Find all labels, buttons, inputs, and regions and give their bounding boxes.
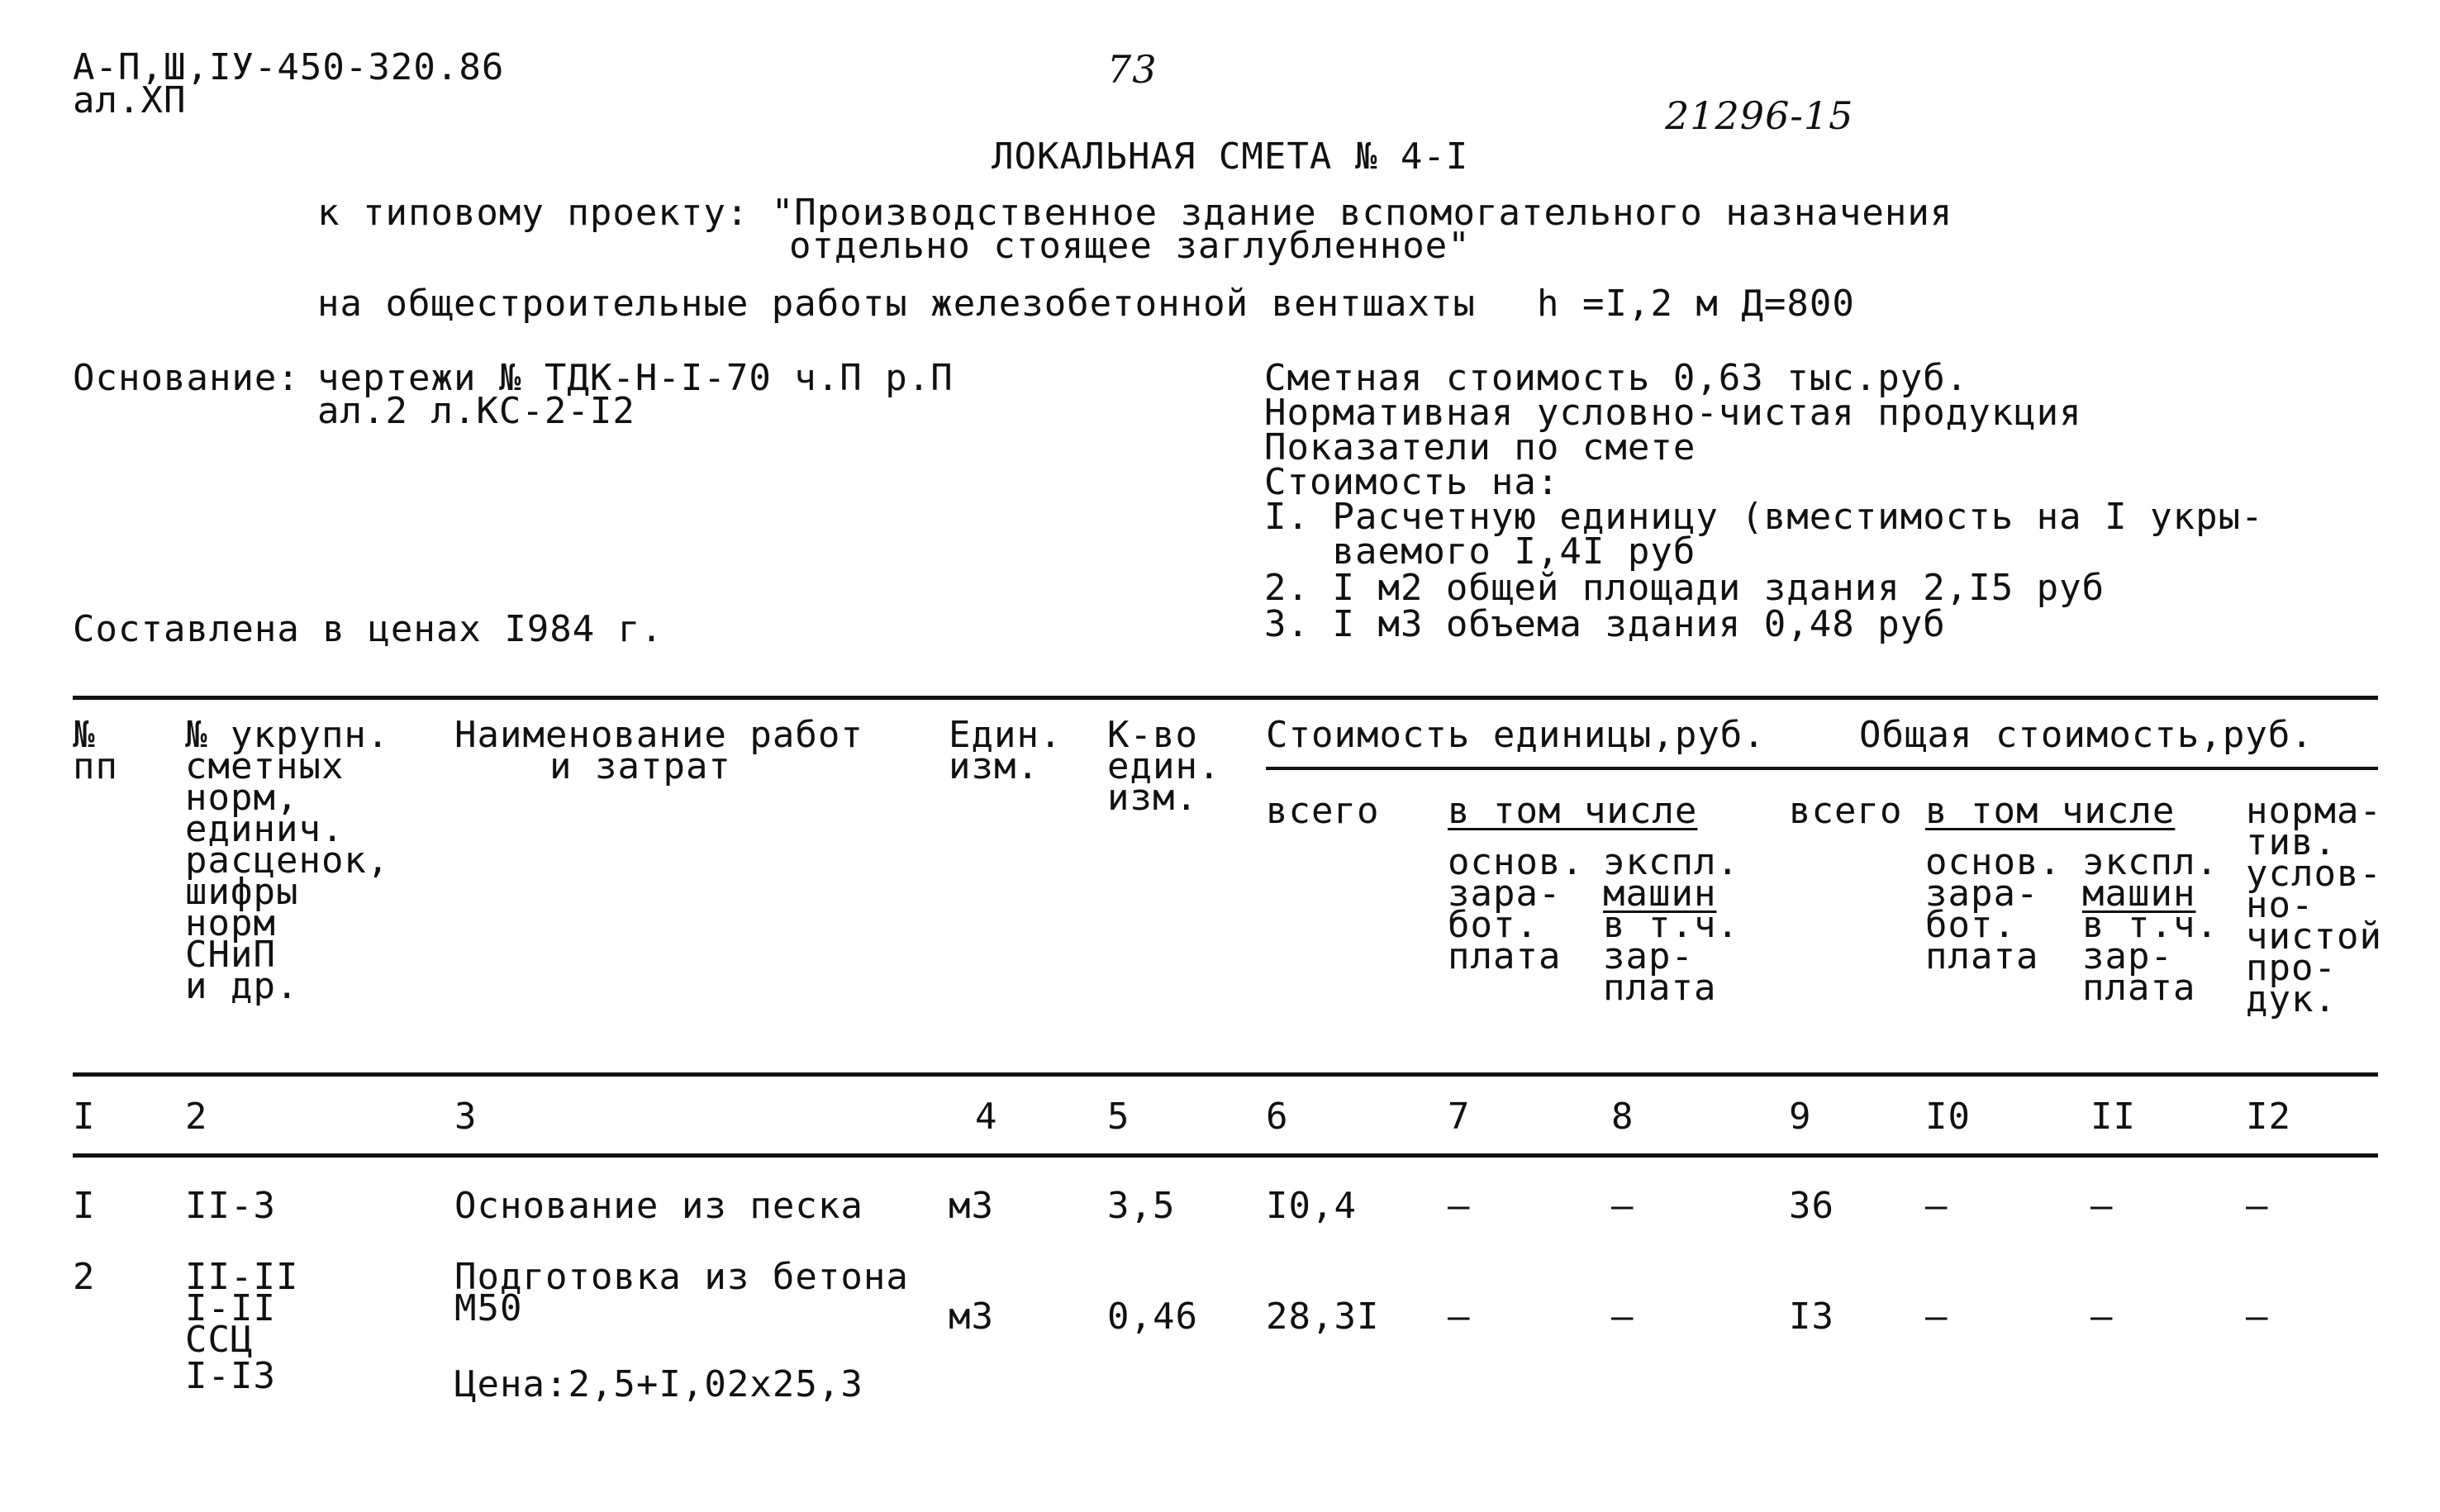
document-code-album: ал.ХП: [73, 79, 187, 121]
col-number: I0: [1925, 1096, 1971, 1138]
row-code: II-II: [185, 1256, 299, 1298]
unit-machines-header: машин: [1603, 872, 1717, 915]
page-title: ЛОКАЛЬНАЯ СМЕТА № 4-I: [992, 136, 1469, 178]
row-unit-wage: –: [1448, 1185, 1471, 1227]
row-norm: –: [2246, 1185, 2269, 1227]
col-header-num: пп: [73, 745, 118, 787]
unit-wage-header: зара-: [1448, 872, 1562, 915]
row-unit: м3: [949, 1296, 994, 1338]
col-number: 2: [185, 1096, 208, 1138]
row-code: II-3: [185, 1185, 276, 1227]
row-num: 2: [73, 1256, 96, 1298]
total-wage-header: бот.: [1925, 904, 2016, 946]
col-header-name: Наименование работ: [454, 714, 863, 756]
row-qty: 0,46: [1107, 1296, 1198, 1338]
total-wage-header: плата: [1925, 935, 2039, 977]
col-header-code: шифры: [185, 871, 299, 913]
document-number: 21296-15: [1665, 93, 1854, 138]
row-num: I: [73, 1185, 96, 1227]
col-header-code: норм,: [185, 777, 299, 819]
row-total-machines: –: [2090, 1296, 2114, 1338]
row-code: I-II: [185, 1287, 276, 1329]
col-header-name: и затрат: [549, 745, 731, 787]
col-header-unit: изм.: [949, 745, 1039, 787]
unit-cost-group-header: Стоимость единицы,руб.: [1266, 714, 1766, 756]
row-qty: 3,5: [1107, 1185, 1176, 1227]
unit-total-header: всего: [1266, 790, 1380, 832]
unit-including-header: в том числе: [1448, 790, 1698, 832]
summary-line: ваемого I,4I руб: [1264, 530, 1696, 573]
col-number: 3: [454, 1096, 478, 1138]
col-number: 5: [1107, 1096, 1130, 1138]
col-header-code: СНиП: [185, 934, 276, 976]
total-including-header: в том числе: [1925, 790, 2176, 832]
row-name: М50: [454, 1287, 523, 1329]
unit-machines-header: плата: [1603, 967, 1717, 1009]
col-header-code: и др.: [185, 965, 299, 1007]
unit-machines-header: зар-: [1603, 935, 1694, 977]
col-header-qty: К-во: [1107, 714, 1198, 756]
row-total: I3: [1789, 1296, 1834, 1338]
group-divider-rule: [1266, 767, 2378, 770]
col-number: II: [2090, 1096, 2136, 1138]
col-header-code: сметных: [185, 745, 345, 787]
col-number: 8: [1611, 1096, 1634, 1138]
unit-machines-header: экспл.: [1603, 841, 1739, 883]
total-wage-header: зара-: [1925, 872, 2039, 915]
total-header: всего: [1789, 790, 1903, 832]
page-number: 73: [1107, 47, 1158, 92]
col-header-num: №: [73, 714, 96, 756]
col-number: I2: [2246, 1096, 2291, 1138]
norm-header: норма-: [2246, 790, 2382, 832]
row-unit-machines: –: [1611, 1296, 1634, 1338]
row-total-wage: –: [1925, 1296, 1948, 1338]
unit-wage-header: основ.: [1448, 841, 1584, 883]
header-bottom-rule: [73, 1072, 2378, 1077]
row-code: I-I3: [185, 1355, 276, 1397]
basis-album: ал.2 л.КС-2-I2: [317, 390, 635, 432]
summary-line: 3. I м3 объема здания 0,48 руб: [1264, 603, 1946, 645]
works-parameters: h =I,2 м Д=800: [1537, 283, 1855, 325]
col-header-qty: изм.: [1107, 777, 1198, 819]
col-number: 9: [1789, 1096, 1812, 1138]
summary-line: I. Расчетную единицу (вместимость на I укры-: [1264, 496, 2264, 538]
total-machines-header: в т.ч.: [2082, 904, 2219, 946]
row-name: Подготовка из бетона: [454, 1256, 909, 1298]
total-wage-header: основ.: [1925, 841, 2062, 883]
basis-label: Основание:: [73, 357, 300, 399]
summary-line: Сметная стоимость 0,63 тыс.руб.: [1264, 357, 1969, 399]
col-header-code: единич.: [185, 808, 345, 850]
total-machines-header: машин: [2082, 872, 2196, 915]
col-number: I: [73, 1096, 96, 1138]
unit-wage-header: бот.: [1448, 904, 1539, 946]
numbers-bottom-rule: [73, 1153, 2378, 1158]
summary-line: Нормативная условно-чистая продукция: [1264, 392, 2082, 434]
project-line-1: к типовому проекту: "Производственное здание вспомогательного назначения: [317, 192, 1953, 234]
project-line-2: отдельно стоящее заглубленное": [789, 225, 1471, 267]
summary-line: Стоимость на:: [1264, 461, 1560, 503]
table-top-rule: [73, 696, 2378, 700]
col-number: 6: [1266, 1096, 1289, 1138]
total-machines-header: зар-: [2082, 935, 2173, 977]
row-unit-total: 28,3I: [1266, 1296, 1380, 1338]
basis-drawings: чертежи № ТДК-Н-I-70 ч.П р.П: [317, 357, 954, 399]
row-total: 36: [1789, 1185, 1834, 1227]
row-code: ССЦ: [185, 1319, 254, 1361]
works-description: на общестроительные работы железобетонной вентшахты: [317, 283, 1477, 325]
row-name: Основание из песка: [454, 1185, 863, 1227]
total-machines-header: экспл.: [2082, 841, 2219, 883]
prices-year: Составлена в ценах I984 г.: [73, 608, 664, 650]
col-header-qty: един.: [1107, 745, 1221, 787]
row-norm: –: [2246, 1296, 2269, 1338]
norm-header: дук.: [2246, 978, 2337, 1020]
row-unit: м3: [949, 1185, 994, 1227]
col-header-unit: Един.: [949, 714, 1063, 756]
norm-header: чистой: [2246, 915, 2382, 958]
norm-header: тив.: [2246, 821, 2337, 863]
row-unit-total: I0,4: [1266, 1185, 1357, 1227]
col-number: 4: [975, 1096, 998, 1138]
col-number: 7: [1448, 1096, 1471, 1138]
row-price-formula: Цена:2,5+I,02х25,3: [454, 1363, 863, 1405]
col-header-code: расценок,: [185, 839, 390, 882]
row-total-wage: –: [1925, 1185, 1948, 1227]
norm-header: услов-: [2246, 853, 2382, 895]
unit-machines-header: в т.ч.: [1603, 904, 1739, 946]
norm-header: но-: [2246, 884, 2314, 926]
document-code: А-П,Ш,IУ-450-320.86: [73, 46, 505, 88]
summary-line: 2. I м2 общей площади здания 2,I5 руб: [1264, 567, 2105, 609]
norm-header: про-: [2246, 947, 2337, 989]
col-header-code: норм: [185, 902, 276, 944]
col-header-code: № укрупн.: [185, 714, 390, 756]
total-cost-group-header: Общая стоимость,руб.: [1859, 714, 2314, 756]
row-total-machines: –: [2090, 1185, 2114, 1227]
total-machines-header: плата: [2082, 967, 2196, 1009]
row-unit-wage: –: [1448, 1296, 1471, 1338]
row-unit-machines: –: [1611, 1185, 1634, 1227]
unit-wage-header: плата: [1448, 935, 1562, 977]
summary-line: Показатели по смете: [1264, 426, 1696, 468]
